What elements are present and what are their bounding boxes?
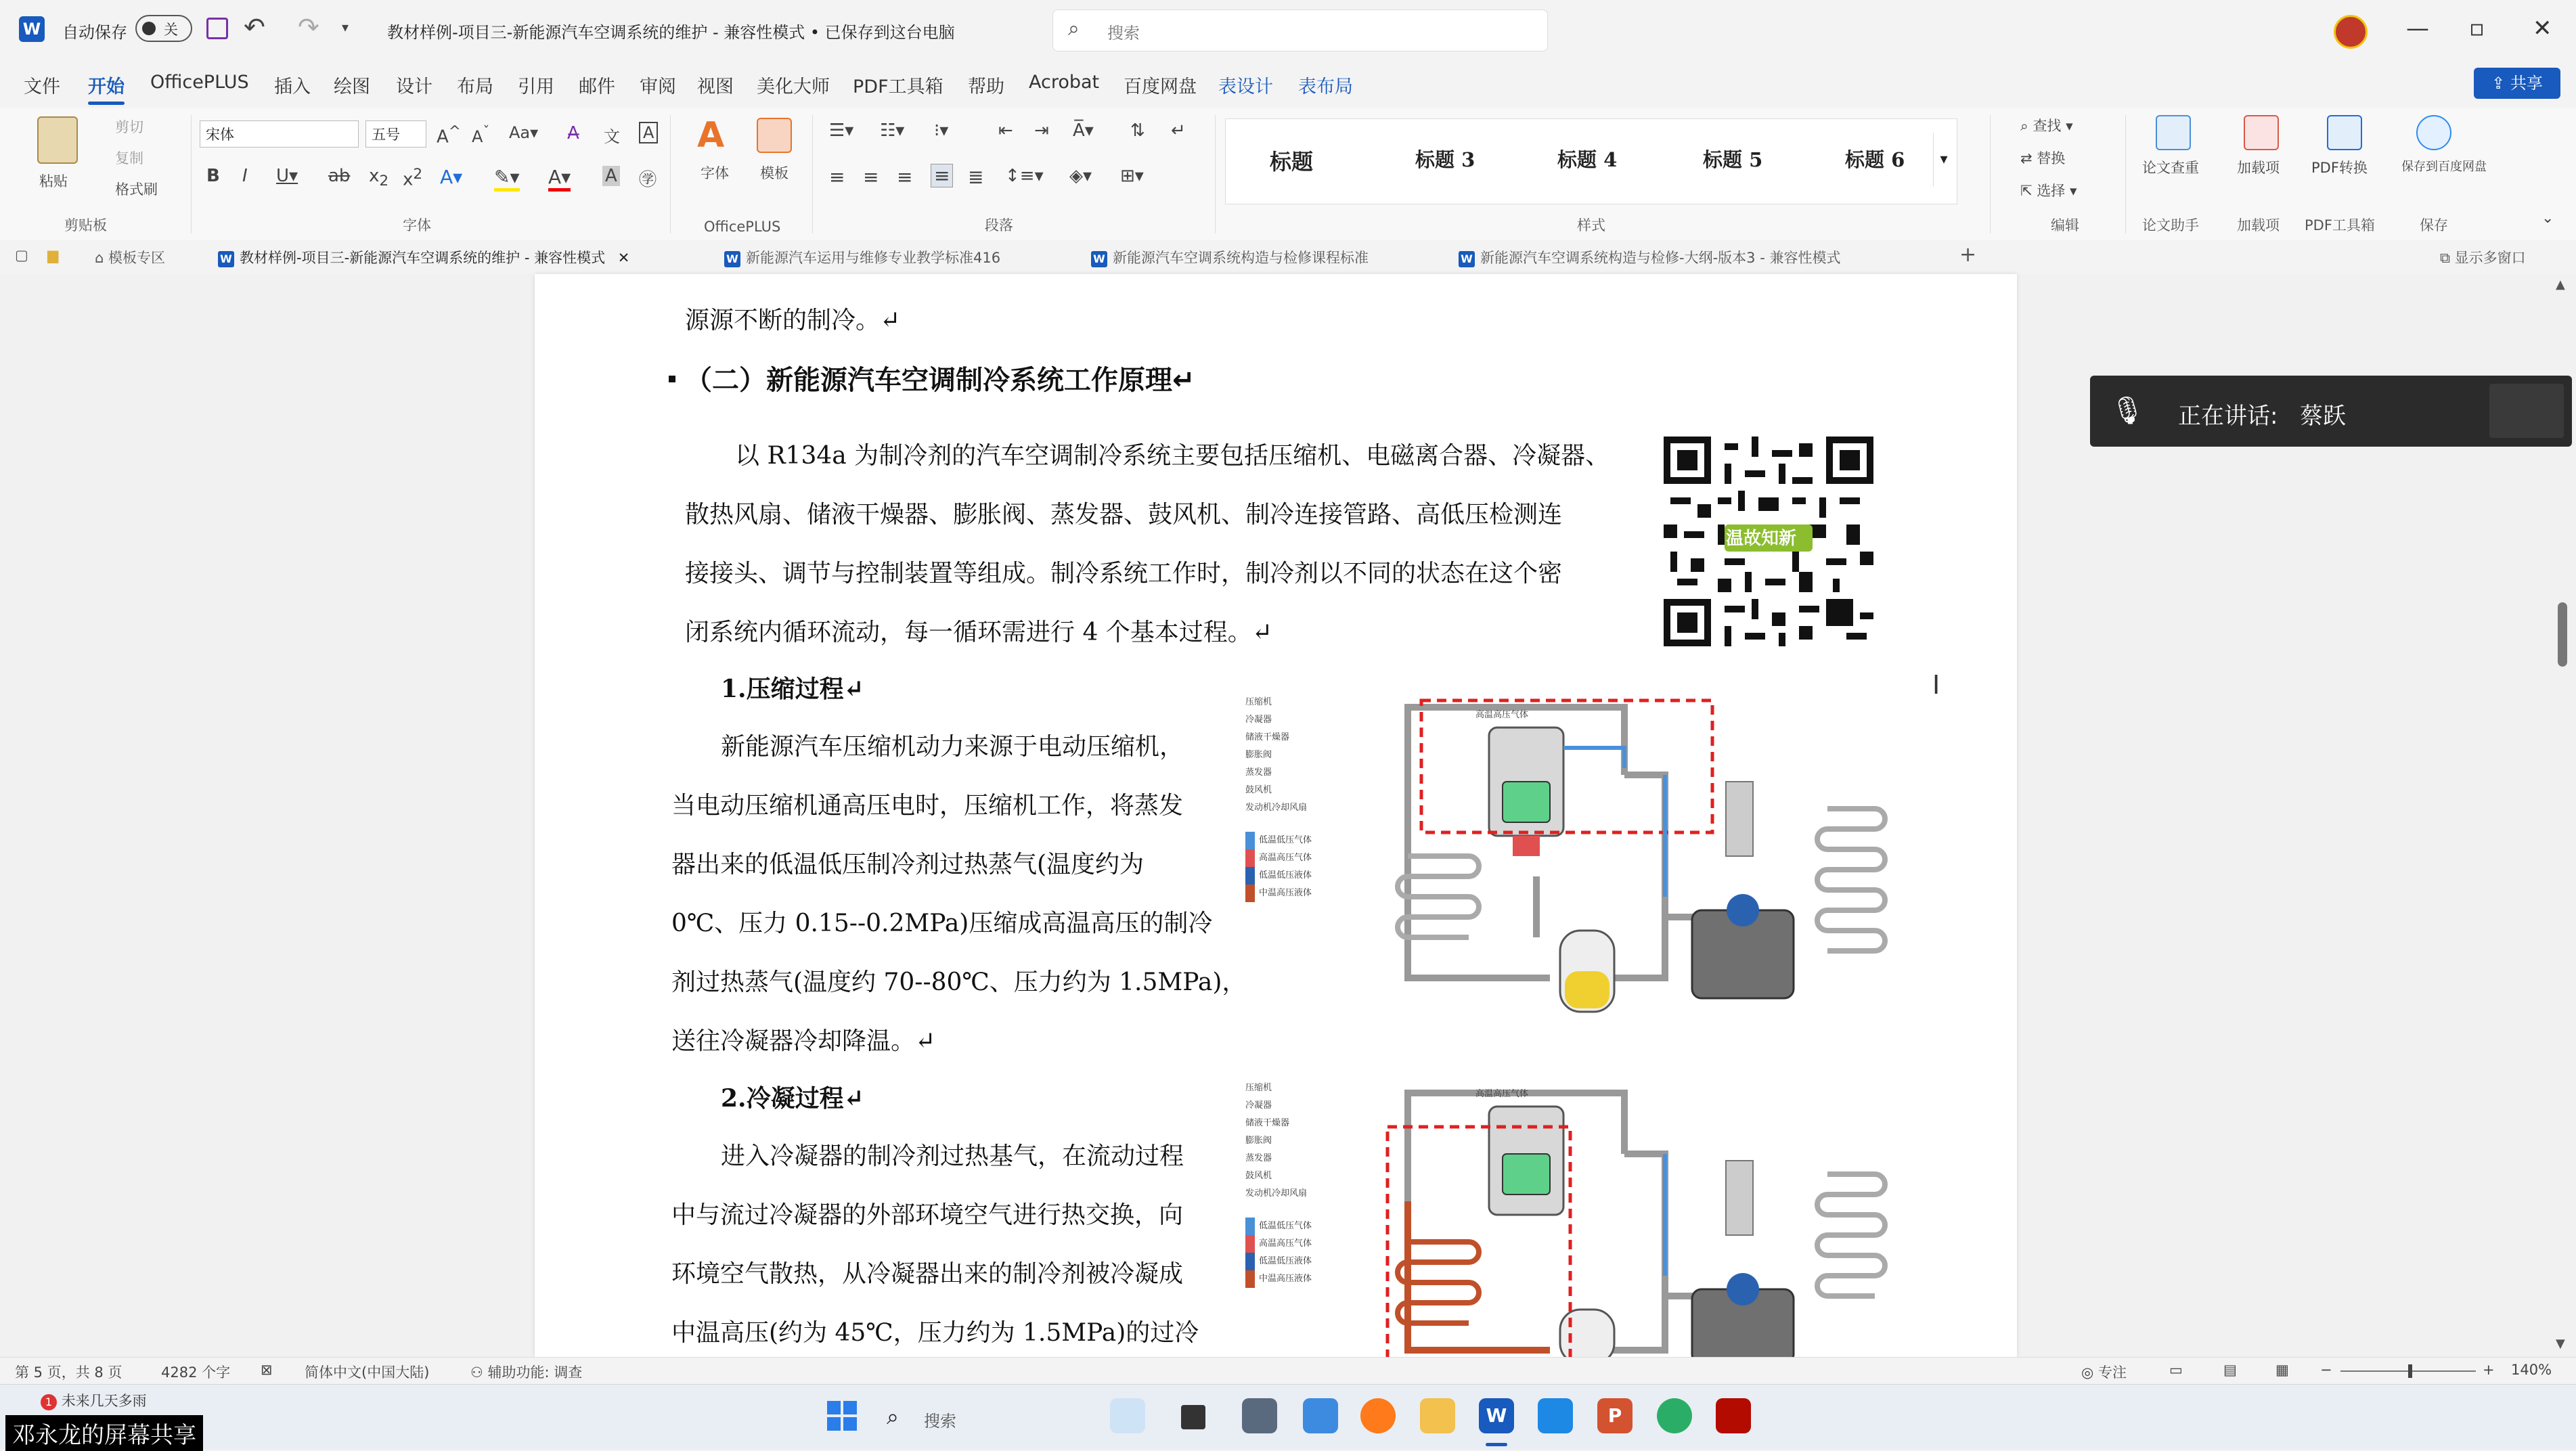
- add-tab-button[interactable]: +: [1959, 243, 1977, 267]
- menu-layout[interactable]: 布局: [457, 76, 493, 97]
- search-icon: ⌕: [1068, 17, 1080, 41]
- doc-paragraph-line: 闭系统内循环流动，每一循环需进行 4 个基本过程。↵: [685, 619, 1272, 646]
- menu-review[interactable]: 审阅: [640, 76, 676, 97]
- share-button[interactable]: ⇪ 共享: [2474, 68, 2560, 99]
- doc-paragraph-line: 中与流过冷凝器的外部环境空气进行热交换，向: [671, 1201, 1184, 1229]
- accessibility-status[interactable]: ⚇ 辅助功能: 调查: [470, 1364, 583, 1381]
- menu-beautify[interactable]: 美化大师: [757, 76, 830, 97]
- align-right-button[interactable]: ≡: [897, 166, 913, 188]
- show-multiwindow-button[interactable]: ⧉ 显示多窗口: [2440, 250, 2526, 266]
- menu-draw[interactable]: 绘图: [334, 76, 370, 97]
- doc-paragraph-line: 接接头、调节与控制装置等组成。制冷系统工作时，制冷剂以不同的状态在这个密: [685, 560, 1563, 587]
- ribbon-separator: [2125, 115, 2126, 233]
- text-cursor-icon: I: [1932, 670, 1940, 700]
- numbering-button[interactable]: ☷▾: [880, 120, 905, 141]
- state-legend-item: 高温高压气体: [1245, 849, 1354, 867]
- legend-item: 鼓风机: [1245, 1171, 1272, 1181]
- legend-item: 压缩机: [1245, 1083, 1272, 1093]
- firefox-icon[interactable]: [1360, 1398, 1396, 1433]
- autosave-label: 自动保存: [62, 23, 127, 42]
- ribbon-separator: [1990, 115, 1991, 233]
- legend-item: 压缩机: [1245, 697, 1272, 707]
- file-explorer-icon[interactable]: [1420, 1398, 1455, 1433]
- state-legend-item: 低温低压液体: [1245, 867, 1354, 885]
- start-button[interactable]: [824, 1398, 860, 1433]
- state-legend-item: 低温低压气体: [1245, 832, 1354, 849]
- officeplus-template-icon[interactable]: [757, 118, 792, 153]
- restore-button[interactable]: ▫: [2469, 15, 2485, 42]
- state-legend-item: 中温高压液体: [1245, 1270, 1354, 1288]
- word-doc-icon: W: [1459, 251, 1475, 267]
- line-spacing-button[interactable]: ↕≡▾: [1005, 166, 1044, 186]
- notification-badge: 1: [41, 1394, 57, 1410]
- language-indicator[interactable]: 简体中文(中国大陆): [305, 1364, 430, 1381]
- page-count[interactable]: 第 5 页，共 8 页: [15, 1364, 123, 1381]
- font-color-icon[interactable]: A▾: [548, 166, 571, 192]
- replace-button[interactable]: ⇄ 替换: [2020, 150, 2066, 166]
- save-group-label: 保存: [2420, 217, 2448, 233]
- user-avatar[interactable]: [2334, 15, 2368, 49]
- menu-insert[interactable]: 插入: [274, 76, 311, 97]
- legend-item: 蒸发器: [1245, 767, 1272, 778]
- show-marks-button[interactable]: ↵: [1171, 120, 1186, 141]
- doc-paragraph-line: 环境空气散热，从冷凝器出来的制冷剂被冷凝成: [671, 1260, 1184, 1288]
- format-painter-button[interactable]: 格式刷: [115, 181, 158, 198]
- new-page-icon[interactable]: ▢: [15, 247, 28, 263]
- menu-bar: [0, 61, 2576, 108]
- menu-references[interactable]: 引用: [518, 76, 554, 97]
- style-heading[interactable]: 标题: [1270, 149, 1314, 175]
- document-page[interactable]: [535, 274, 2017, 1357]
- ribbon-separator: [812, 115, 813, 233]
- acrobat-icon[interactable]: [1716, 1398, 1751, 1433]
- style-heading-5[interactable]: 标题 5: [1703, 148, 1763, 171]
- plagiarism-check-label[interactable]: 论文查重: [2142, 160, 2199, 176]
- decrease-indent-button[interactable]: ⇤: [998, 120, 1013, 141]
- addins-label[interactable]: 加载项: [2237, 160, 2280, 176]
- replace-icon: ⇄: [2020, 150, 2037, 166]
- calculator-icon[interactable]: [1242, 1398, 1277, 1433]
- clipboard-group-label: 剪贴板: [64, 217, 107, 233]
- doc-paragraph-line: 剂过热蒸气(温度约 70--80℃、压力约为 1.5MPa)，: [671, 968, 1247, 996]
- doc-paragraph-line: 新能源汽车压缩机动力来源于电动压缩机，: [721, 733, 1184, 761]
- justify-button[interactable]: ≡: [931, 164, 953, 187]
- sort-button[interactable]: ⇅: [1130, 120, 1145, 141]
- font-name-select[interactable]: 宋体: [200, 120, 359, 148]
- state-legend-item: 高温高压气体: [1245, 1235, 1354, 1253]
- menu-baidu-netdisk[interactable]: 百度网盘: [1124, 76, 1197, 97]
- doc-line: 源源不断的制冷。↵: [685, 307, 901, 334]
- bold-button[interactable]: B: [206, 166, 220, 186]
- doc-paragraph-line: 送往冷凝器冷却降温。↵: [671, 1027, 936, 1055]
- read-mode-icon[interactable]: ▭: [2169, 1362, 2183, 1378]
- diagram-box-label: 高温高压气体: [1475, 1089, 1529, 1099]
- zoom-in-button[interactable]: +: [2483, 1362, 2495, 1378]
- addins-group-label: 加载项: [2237, 217, 2280, 233]
- text-effects-icon[interactable]: A▾: [440, 166, 463, 188]
- notepad-icon[interactable]: [1303, 1398, 1338, 1433]
- pdf-convert-label[interactable]: PDF转换: [2311, 160, 2368, 176]
- styles-group-label: 样式: [1577, 217, 1605, 233]
- change-case-button[interactable]: Aa▾: [509, 123, 539, 142]
- doc-paragraph-line: 当电动压缩机通高压电时，压缩机工作，将蒸发: [671, 792, 1184, 820]
- scroll-down-icon[interactable]: ▼: [2556, 1337, 2565, 1351]
- qr-code-label: 温故知新: [1726, 529, 1797, 549]
- superscript-button[interactable]: $x^2$: [403, 166, 423, 190]
- widgets-icon[interactable]: [1110, 1398, 1145, 1433]
- font-size-select[interactable]: 五号: [365, 120, 426, 148]
- doc-paragraph-line: 器出来的低温低压制冷剂过热蒸气(温度约为: [671, 851, 1145, 878]
- ribbon-separator: [1215, 115, 1216, 233]
- heading-bullet: [669, 376, 675, 382]
- state-legend-item: 中温高压液体: [1245, 885, 1354, 902]
- paste-icon[interactable]: [37, 116, 78, 164]
- copy-button[interactable]: 复制: [115, 150, 143, 166]
- officeplus-font-icon[interactable]: A: [697, 115, 725, 156]
- speaker-video-placeholder: [2489, 384, 2564, 438]
- subheading-compression: 1.压缩过程↵: [721, 675, 864, 703]
- word-doc-icon: W: [724, 251, 740, 267]
- paragraph-group-label: 段落: [985, 217, 1013, 233]
- focus-icon: ◎: [2081, 1364, 2098, 1381]
- accessibility-icon: ⚇: [470, 1364, 488, 1381]
- scroll-up-icon[interactable]: ▲: [2556, 277, 2565, 292]
- weather-widget[interactable]: 1 未来几天多雨: [41, 1390, 147, 1410]
- taskbar-search-placeholder[interactable]: 搜索: [924, 1412, 956, 1431]
- tab-syllabus[interactable]: W 新能源汽车空调系统构造与检修-大纲-版本3 - 兼容性模式: [1459, 247, 1840, 267]
- zoom-slider-thumb[interactable]: [2408, 1364, 2412, 1378]
- menu-pdf-toolbox[interactable]: PDF工具箱: [853, 76, 943, 97]
- select-button[interactable]: ⇱ 选择 ▾: [2020, 183, 2077, 199]
- qr-code-image: [1664, 437, 1873, 646]
- legend-item: 储液干燥器: [1245, 1118, 1290, 1128]
- styles-more-button[interactable]: ▾: [1933, 133, 1954, 187]
- style-heading-4[interactable]: 标题 4: [1557, 148, 1618, 171]
- speaking-indicator: [2090, 376, 2572, 447]
- tab-close-icon[interactable]: ✕: [617, 250, 630, 266]
- customize-qat-icon[interactable]: ▾: [342, 19, 349, 35]
- share-icon: ⇪: [2491, 74, 2510, 93]
- styles-gallery: [1225, 118, 1957, 204]
- task-view-icon[interactable]: [1181, 1405, 1205, 1429]
- style-heading-6[interactable]: 标题 6: [1845, 148, 1905, 171]
- editing-group-label: 编辑: [2051, 217, 2079, 233]
- menu-design[interactable]: 设计: [396, 76, 432, 97]
- cut-button[interactable]: 剪切: [115, 119, 143, 135]
- word-doc-icon: W: [218, 251, 234, 267]
- word-taskbar-icon[interactable]: W: [1479, 1398, 1514, 1433]
- menu-table-layout[interactable]: 表布局: [1298, 76, 1353, 97]
- grow-font-button[interactable]: A^: [437, 123, 461, 148]
- autosave-state: 关: [164, 22, 178, 38]
- vertical-scrollbar-thumb[interactable]: [2558, 602, 2567, 667]
- state-legend-item: 低温低压气体: [1245, 1218, 1354, 1235]
- print-layout-icon[interactable]: ▤: [2223, 1362, 2237, 1378]
- legend-item: 冷凝器: [1245, 1100, 1272, 1111]
- document-tabs-bar: [0, 240, 2576, 275]
- pdf-convert-icon[interactable]: [2327, 115, 2362, 150]
- mic-muted-icon: 🎙: [2110, 395, 2145, 426]
- select-icon: ⇱: [2020, 183, 2037, 199]
- distribute-button[interactable]: ≣: [968, 166, 984, 188]
- doc-paragraph-line: 0℃、压力 0.15--0.2MPa)压缩成高温高压的制冷: [671, 910, 1213, 937]
- screen-share-label: 邓永龙的屏幕共享: [5, 1415, 203, 1451]
- windows-taskbar: [0, 1384, 2576, 1450]
- officeplus-font-label[interactable]: 字体: [701, 165, 729, 181]
- undo-icon[interactable]: ↶: [244, 12, 265, 42]
- italic-button[interactable]: I: [242, 166, 248, 186]
- doc-heading: （二）新能源汽车空调制冷系统工作原理↵: [685, 365, 1195, 396]
- autosave-toggle[interactable]: [135, 15, 192, 42]
- underline-button[interactable]: U▾: [276, 166, 298, 186]
- enclosed-char-icon[interactable]: ㊫: [639, 170, 657, 190]
- legend-item: 膨胀阀: [1245, 750, 1272, 760]
- increase-indent-button[interactable]: ⇥: [1034, 120, 1049, 141]
- shading-button[interactable]: ◈▾: [1069, 166, 1092, 186]
- speaker-name: 蔡跃: [2300, 403, 2346, 430]
- style-heading-3[interactable]: 标题 3: [1415, 148, 1475, 171]
- search-placeholder: 搜索: [1107, 24, 1140, 43]
- status-bar: [0, 1357, 2576, 1385]
- strikethrough-button[interactable]: ab: [328, 166, 351, 186]
- addins-icon[interactable]: [2244, 115, 2279, 150]
- document-title: 教材样例-项目三-新能源汽车空调系统的维护 - 兼容性模式 • 已保存到这台电脑: [387, 23, 955, 42]
- refrigeration-diagram-compression: [1245, 694, 1922, 1032]
- active-app-indicator: [1486, 1443, 1507, 1446]
- multilevel-list-button[interactable]: ⁝▾: [934, 120, 949, 141]
- menu-officeplus[interactable]: OfficePLUS: [150, 72, 249, 93]
- tab-course-standard[interactable]: W 新能源汽车空调系统构造与检修课程标准: [1091, 247, 1369, 267]
- speaking-label: 正在讲话:: [2178, 403, 2278, 430]
- align-center-button[interactable]: ≡: [863, 166, 879, 188]
- phonetic-guide-icon[interactable]: 文: [604, 127, 620, 146]
- menu-mailings[interactable]: 邮件: [579, 76, 615, 97]
- legend-item: 蒸发器: [1245, 1153, 1272, 1163]
- borders-button[interactable]: ⊞▾: [1120, 166, 1144, 186]
- shrink-font-button[interactable]: $A^ˇ$: [472, 123, 490, 146]
- menu-table-design[interactable]: 表设计: [1218, 76, 1273, 97]
- powerpoint-icon[interactable]: P: [1597, 1398, 1633, 1433]
- state-legend-item: 低温低压液体: [1245, 1253, 1354, 1270]
- refrigeration-loop-svg: [1381, 1079, 1922, 1357]
- wechat-icon[interactable]: [1657, 1398, 1692, 1433]
- word-doc-icon: W: [1091, 251, 1107, 267]
- home-icon: ⌂: [95, 250, 109, 266]
- save-to-netdisk-label[interactable]: 保存到百度网盘: [2401, 160, 2487, 174]
- menu-file[interactable]: 文件: [24, 76, 60, 97]
- taskbar-search-icon[interactable]: ⌕: [887, 1404, 899, 1429]
- minimize-button[interactable]: —: [2406, 15, 2429, 42]
- paper-assistant-group-label: 论文助手: [2142, 217, 2199, 233]
- legend-item: 发动机冷却风扇: [1245, 803, 1308, 813]
- find-icon: ⌕: [2020, 118, 2033, 134]
- search-box[interactable]: [1052, 9, 1548, 51]
- ribbon-separator: [670, 115, 671, 233]
- title-bar: [0, 0, 2576, 61]
- multiwindow-icon: ⧉: [2440, 250, 2455, 266]
- subheading-condensation: 2.冷凝过程↵: [721, 1084, 864, 1113]
- ribbon-separator: [191, 115, 192, 233]
- meeting-app-icon[interactable]: [1538, 1398, 1573, 1433]
- zoom-level[interactable]: 140%: [2511, 1362, 2552, 1378]
- doc-paragraph-line: 进入冷凝器的制冷剂过热基气，在流动过程: [721, 1142, 1184, 1170]
- char-shading-icon[interactable]: A: [602, 166, 620, 186]
- tab-teaching-standard[interactable]: W 新能源汽车运用与维修专业教学标准416: [724, 247, 1000, 267]
- baidu-netdisk-icon[interactable]: [2416, 115, 2451, 150]
- word-app-icon[interactable]: W: [19, 16, 45, 42]
- zoom-slider[interactable]: [2340, 1370, 2476, 1372]
- menu-home[interactable]: 开始: [88, 72, 125, 98]
- tab-template-zone[interactable]: ⌂ 模板专区: [95, 250, 166, 266]
- redo-icon[interactable]: ↷: [298, 12, 319, 42]
- focus-mode-button[interactable]: ◎ 专注: [2081, 1364, 2127, 1381]
- proofing-icon[interactable]: ⊠: [261, 1362, 273, 1378]
- subscript-button[interactable]: $x_2$: [369, 166, 389, 190]
- legend-item: 发动机冷却风扇: [1245, 1188, 1308, 1199]
- doc-paragraph-line: 以 R134a 为制冷剂的汽车空调制冷系统主要包括压缩机、电磁离合器、冷凝器、: [735, 442, 1610, 470]
- legend-item: 储液干燥器: [1245, 732, 1290, 742]
- close-button[interactable]: ✕: [2533, 15, 2552, 42]
- web-layout-icon[interactable]: ▦: [2275, 1362, 2289, 1378]
- char-border-icon[interactable]: A: [639, 122, 658, 143]
- paste-label[interactable]: 粘贴: [39, 173, 68, 189]
- chinese-layout-button[interactable]: A̅▾: [1073, 120, 1094, 141]
- legend-item: 鼓风机: [1245, 785, 1272, 795]
- doc-paragraph-line: 散热风扇、储液干燥器、膨胀阀、蒸发器、鼓风机、制冷连接管路、高低压检测连: [685, 501, 1563, 529]
- bullets-button[interactable]: ☰▾: [829, 120, 854, 141]
- find-button[interactable]: ⌕ 查找 ▾: [2020, 118, 2073, 134]
- highlight-icon[interactable]: ✎▾: [494, 166, 520, 192]
- font-group-label: 字体: [403, 217, 431, 233]
- tab-current-document[interactable]: W 教材样例-项目三-新能源汽车空调系统的维护 - 兼容性模式 ✕: [218, 247, 629, 267]
- refrigeration-diagram-condensation: [1245, 1079, 1922, 1357]
- ribbon-collapse-icon[interactable]: ⌄: [2541, 210, 2554, 227]
- diagram-legend: [1245, 694, 1354, 902]
- plagiarism-check-icon[interactable]: [2156, 115, 2191, 150]
- menu-view[interactable]: 视图: [697, 76, 734, 97]
- menu-help[interactable]: 帮助: [968, 76, 1004, 97]
- diagram-legend: [1245, 1079, 1354, 1288]
- pdf-toolbox-group-label: PDF工具箱: [2305, 217, 2375, 233]
- legend-item: 冷凝器: [1245, 715, 1272, 725]
- save-icon[interactable]: [206, 18, 228, 39]
- officeplus-group-label: OfficePLUS: [704, 219, 781, 235]
- clear-format-icon[interactable]: A̶: [567, 123, 579, 143]
- align-left-button[interactable]: ≡: [829, 166, 845, 188]
- doc-paragraph-line: 中温高压(约为 45℃，压力约为 1.5MPa)的过冷: [671, 1319, 1199, 1347]
- menu-acrobat[interactable]: Acrobat: [1029, 72, 1100, 93]
- legend-item: 膨胀阀: [1245, 1136, 1272, 1146]
- zoom-out-button[interactable]: −: [2320, 1362, 2332, 1378]
- folder-icon[interactable]: ▆: [47, 247, 59, 263]
- diagram-box-label: 高温高压气体: [1475, 710, 1529, 720]
- refrigeration-loop-svg: [1381, 694, 1922, 1032]
- word-count[interactable]: 4282 个字: [161, 1364, 231, 1381]
- officeplus-template-label[interactable]: 模板: [760, 165, 789, 181]
